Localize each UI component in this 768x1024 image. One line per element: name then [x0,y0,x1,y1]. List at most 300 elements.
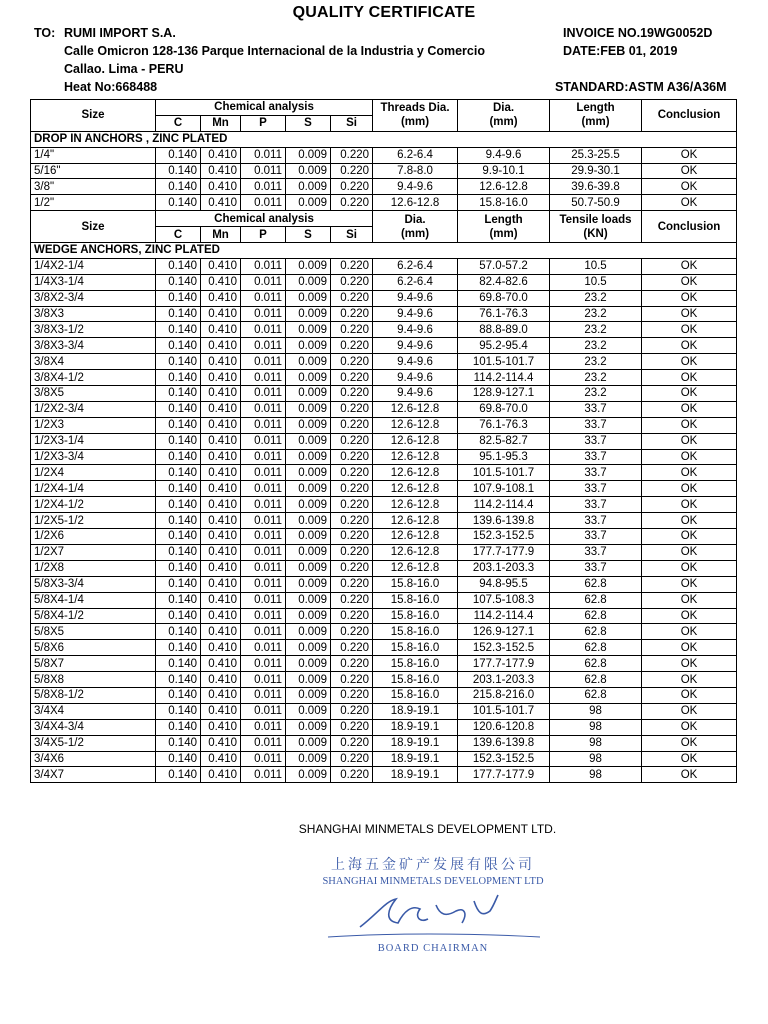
table-cell: OK [642,735,737,751]
table-cell: 5/8X6 [31,640,156,656]
table-cell: 0.011 [241,703,286,719]
table-cell: 0.011 [241,449,286,465]
table-cell: 0.009 [286,719,331,735]
table-row [31,544,737,560]
table-cell: 0.220 [331,687,373,703]
table-cell: 0.009 [286,147,331,163]
table-cell: 0.140 [156,147,201,163]
table-cell: 12.6-12.8 [373,481,458,497]
table-cell: OK [642,687,737,703]
table-cell: OK [642,338,737,354]
table-cell: 0.140 [156,719,201,735]
table-cell: 0.220 [331,703,373,719]
table-cell: OK [642,322,737,338]
table-cell: 177.7-177.9 [458,767,550,783]
table-cell: 0.011 [241,417,286,433]
table-cell: 0.011 [241,465,286,481]
table-cell: 0.410 [201,656,241,672]
table-cell: 15.8-16.0 [373,656,458,672]
table-cell: 0.410 [201,306,241,322]
table-cell: OK [642,258,737,274]
table-cell: OK [642,306,737,322]
table-cell: 33.7 [550,449,642,465]
company-name: SHANGHAI MINMETALS DEVELOPMENT LTD. [298,822,557,836]
table-cell: 0.220 [331,481,373,497]
table-row [31,147,737,163]
table-cell: 128.9-127.1 [458,386,550,402]
table-cell: 0.410 [201,370,241,386]
table-cell: 0.011 [241,735,286,751]
table-cell: 62.8 [550,640,642,656]
table-cell: 1/2X7 [31,544,156,560]
table-cell: OK [642,481,737,497]
table-cell: 0.140 [156,370,201,386]
table-cell: 3/8" [31,179,156,195]
table-cell: 203.1-203.3 [458,672,550,688]
table-cell: 12.6-12.8 [373,417,458,433]
table-cell: 33.7 [550,401,642,417]
table-cell: 33.7 [550,529,642,545]
table-cell: 98 [550,767,642,783]
table-cell: 3/4X4 [31,703,156,719]
table-cell: 3/8X4 [31,354,156,370]
table-cell: 0.009 [286,163,331,179]
table-row [31,401,737,417]
table-row [31,322,737,338]
table-cell: 0.011 [241,560,286,576]
table-cell: 0.009 [286,592,331,608]
table-cell: 62.8 [550,608,642,624]
drop-in-anchors-rows [31,147,737,211]
table-row [31,386,737,402]
table-cell: 0.009 [286,433,331,449]
table-cell: 10.5 [550,258,642,274]
table-cell: 0.410 [201,163,241,179]
table-cell: 18.9-19.1 [373,703,458,719]
table-row [31,306,737,322]
table-cell: 203.1-203.3 [458,560,550,576]
table-cell: 15.8-16.0 [373,640,458,656]
table-cell: 0.220 [331,576,373,592]
header-tensile-loads: Tensile loads (KN) [550,211,642,243]
table-cell: OK [642,529,737,545]
table-row [31,719,737,735]
table-cell: 0.220 [331,322,373,338]
stamp-title: BOARD CHAIRMAN [377,943,489,954]
table-cell: OK [642,433,737,449]
header-mn: Mn [201,227,241,243]
table-cell: OK [642,719,737,735]
table-cell: 0.140 [156,179,201,195]
table-cell: 101.5-101.7 [458,703,550,719]
table-cell: 0.009 [286,338,331,354]
table-cell: 98 [550,735,642,751]
table-cell: 114.2-114.4 [458,497,550,513]
table-cell: 0.009 [286,576,331,592]
recipient-company: RUMI IMPORT S.A. [64,26,176,40]
table-cell: 0.011 [241,147,286,163]
table-cell: 15.8-16.0 [373,608,458,624]
table-cell: 0.220 [331,735,373,751]
table-cell: 0.011 [241,195,286,211]
table-cell: OK [642,449,737,465]
table-row [31,592,737,608]
signature-line [328,934,540,937]
section-drop-in-anchors: DROP IN ANCHORS , ZINC PLATED [31,131,737,147]
table-row [31,163,737,179]
table-cell: 88.8-89.0 [458,322,550,338]
table-cell: 0.009 [286,687,331,703]
table-cell: 0.011 [241,544,286,560]
table-cell: OK [642,608,737,624]
table-cell: 0.220 [331,624,373,640]
table-cell: 23.2 [550,290,642,306]
table-cell: 0.220 [331,449,373,465]
table-cell: 5/8X8-1/2 [31,687,156,703]
table-cell: 9.4-9.6 [373,338,458,354]
table-cell: 9.4-9.6 [373,386,458,402]
table-cell: 12.6-12.8 [373,465,458,481]
table-cell: 0.220 [331,338,373,354]
table-cell: 0.140 [156,274,201,290]
recipient-address-line1: Calle Omicron 128-136 Parque Internacional de la Industria y Comercio [64,44,485,58]
table-cell: 0.011 [241,687,286,703]
table-cell: 0.410 [201,576,241,592]
table-cell: 15.8-16.0 [373,687,458,703]
table-cell: 0.011 [241,624,286,640]
header-s: S [286,115,331,131]
table-cell: 0.410 [201,449,241,465]
table-cell: 0.140 [156,751,201,767]
table-cell: 0.011 [241,386,286,402]
table-cell: OK [642,544,737,560]
table-cell: 0.011 [241,401,286,417]
header-c: C [156,115,201,131]
table-cell: 1/2X3-1/4 [31,433,156,449]
table-cell: 0.220 [331,147,373,163]
table-cell: 0.009 [286,640,331,656]
table-cell: 0.140 [156,767,201,783]
table-cell: 1/4X2-1/4 [31,258,156,274]
table-cell: 23.2 [550,370,642,386]
table-cell: 33.7 [550,513,642,529]
table-cell: 9.9-10.1 [458,163,550,179]
table-cell: 1/4" [31,147,156,163]
table-cell: 95.1-95.3 [458,449,550,465]
standard: STANDARD:ASTM A36/A36M [555,80,727,94]
table-cell: 0.140 [156,354,201,370]
table-cell: 5/8X3-3/4 [31,576,156,592]
table-cell: 0.011 [241,274,286,290]
table-cell: 0.009 [286,751,331,767]
table-cell: 12.6-12.8 [373,513,458,529]
table-cell: OK [642,767,737,783]
table-cell: 3/8X3-3/4 [31,338,156,354]
table-cell: 0.140 [156,322,201,338]
table-cell: 23.2 [550,306,642,322]
table-cell: 0.009 [286,258,331,274]
table-cell: 0.410 [201,274,241,290]
table-cell: 0.410 [201,195,241,211]
table-cell: 0.140 [156,544,201,560]
table-cell: 82.5-82.7 [458,433,550,449]
table-cell: 0.410 [201,401,241,417]
table-cell: OK [642,370,737,386]
table-cell: OK [642,751,737,767]
table-cell: 98 [550,719,642,735]
table-cell: 0.140 [156,513,201,529]
table-cell: 0.011 [241,163,286,179]
table-cell: 0.009 [286,735,331,751]
table-cell: 3/4X6 [31,751,156,767]
table-cell: 0.410 [201,481,241,497]
table-row [31,417,737,433]
table-cell: 9.4-9.6 [373,370,458,386]
table-cell: 0.220 [331,354,373,370]
table-cell: 6.2-6.4 [373,147,458,163]
table-cell: OK [642,401,737,417]
table-cell: 0.140 [156,163,201,179]
table-cell: 5/8X8 [31,672,156,688]
header-si: Si [331,227,373,243]
table-cell: 0.011 [241,306,286,322]
table-cell: 6.2-6.4 [373,258,458,274]
table-cell: 126.9-127.1 [458,624,550,640]
table-cell: 0.011 [241,338,286,354]
table-cell: 12.6-12.8 [373,560,458,576]
header-dia: Dia. (mm) [373,211,458,243]
table-cell: 15.8-16.0 [373,576,458,592]
table-row [31,370,737,386]
table-cell: 0.220 [331,290,373,306]
invoice-number: INVOICE NO.19WG0052D [563,26,713,40]
table-cell: 7.8-8.0 [373,163,458,179]
table-row [31,576,737,592]
table-cell: 0.140 [156,624,201,640]
table-cell: 0.009 [286,656,331,672]
table-cell: 0.410 [201,497,241,513]
header-conclusion: Conclusion [642,211,737,243]
table-cell: 3/8X5 [31,386,156,402]
table-cell: 62.8 [550,656,642,672]
table-cell: 0.011 [241,529,286,545]
table-cell: 0.410 [201,513,241,529]
table-cell: 0.140 [156,608,201,624]
certificate-table [30,99,737,783]
table-cell: 94.8-95.5 [458,576,550,592]
table-row [31,640,737,656]
table-row [31,290,737,306]
table-cell: 101.5-101.7 [458,354,550,370]
table-cell: 0.220 [331,544,373,560]
table-cell: 0.220 [331,274,373,290]
table-cell: OK [642,163,737,179]
table-cell: 0.140 [156,306,201,322]
table-cell: 0.011 [241,497,286,513]
table-cell: 1/4X3-1/4 [31,274,156,290]
signature-icon [360,895,498,927]
table-row [31,195,737,211]
table-cell: 33.7 [550,560,642,576]
table-cell: 0.410 [201,290,241,306]
table-cell: 9.4-9.6 [373,290,458,306]
table-cell: 5/8X7 [31,656,156,672]
table-cell: 0.140 [156,449,201,465]
table-cell: 1/2X8 [31,560,156,576]
table-cell: OK [642,576,737,592]
table-cell: 33.7 [550,433,642,449]
table-cell: 0.140 [156,703,201,719]
table-cell: 23.2 [550,386,642,402]
table-cell: 3/4X5-1/2 [31,735,156,751]
table-cell: 0.009 [286,354,331,370]
table-row [31,433,737,449]
table-row [31,767,737,783]
table-cell: 15.8-16.0 [373,592,458,608]
table-cell: 0.220 [331,386,373,402]
table-row [31,449,737,465]
table-cell: 0.140 [156,656,201,672]
recipient-address-line2: Callao. Lima - PERU [64,62,184,76]
table-cell: 0.220 [331,497,373,513]
table-cell: 15.8-16.0 [458,195,550,211]
table-cell: 0.009 [286,322,331,338]
table-row [31,672,737,688]
table-cell: 39.6-39.8 [550,179,642,195]
table-row [31,608,737,624]
table-cell: OK [642,290,737,306]
table-cell: 114.2-114.4 [458,370,550,386]
header-size: Size [31,100,156,132]
table-cell: 0.140 [156,560,201,576]
table-cell: OK [642,179,737,195]
table-cell: 0.140 [156,592,201,608]
table-cell: 3/8X4-1/2 [31,370,156,386]
header-si: Si [331,115,373,131]
table-cell: 0.220 [331,401,373,417]
table-cell: 0.220 [331,751,373,767]
table-cell: OK [642,703,737,719]
table-cell: 0.410 [201,703,241,719]
table-cell: 0.011 [241,592,286,608]
table-cell: 0.220 [331,640,373,656]
table-row [31,179,737,195]
table-cell: OK [642,274,737,290]
table-cell: 0.009 [286,544,331,560]
table-cell: 33.7 [550,497,642,513]
table-cell: 0.011 [241,656,286,672]
header-s: S [286,227,331,243]
table-cell: 5/8X4-1/4 [31,592,156,608]
table-cell: 0.011 [241,179,286,195]
table-cell: 18.9-19.1 [373,719,458,735]
table-cell: 0.009 [286,274,331,290]
table-cell: 0.009 [286,481,331,497]
table-cell: 29.9-30.1 [550,163,642,179]
table-cell: 0.220 [331,465,373,481]
table-cell: 18.9-19.1 [373,751,458,767]
table-row [31,703,737,719]
table-cell: 95.2-95.4 [458,338,550,354]
table-cell: 0.410 [201,433,241,449]
table-cell: 0.140 [156,401,201,417]
table-cell: 0.009 [286,195,331,211]
table-cell: 33.7 [550,544,642,560]
table-cell: 0.410 [201,767,241,783]
table-row [31,687,737,703]
table-cell: 0.220 [331,306,373,322]
table-cell: 0.011 [241,767,286,783]
table-cell: 62.8 [550,672,642,688]
table-cell: 62.8 [550,592,642,608]
table-cell: 69.8-70.0 [458,401,550,417]
table-row [31,258,737,274]
header-conclusion: Conclusion [642,100,737,132]
table-cell: 9.4-9.6 [373,179,458,195]
table-cell: 0.009 [286,624,331,640]
table-row [31,751,737,767]
table-cell: 18.9-19.1 [373,767,458,783]
table-cell: 98 [550,751,642,767]
table-cell: OK [642,147,737,163]
table-row [31,656,737,672]
table-cell: 120.6-120.8 [458,719,550,735]
table-cell: 0.410 [201,147,241,163]
table-cell: 9.4-9.6 [373,322,458,338]
table-cell: 0.009 [286,608,331,624]
table-cell: 0.011 [241,322,286,338]
table-cell: 0.009 [286,306,331,322]
table-cell: 0.011 [241,290,286,306]
table-cell: 152.3-152.5 [458,529,550,545]
table-cell: 0.220 [331,592,373,608]
table-cell: 0.410 [201,608,241,624]
table-cell: 152.3-152.5 [458,751,550,767]
table-cell: 0.140 [156,433,201,449]
table-cell: 12.6-12.8 [458,179,550,195]
table-cell: 3/4X7 [31,767,156,783]
wedge-anchors-rows [31,258,737,782]
header-p: P [241,115,286,131]
header-chemical-analysis: Chemical analysis [156,211,373,227]
table-cell: OK [642,417,737,433]
table-cell: 215.8-216.0 [458,687,550,703]
table-cell: 0.410 [201,735,241,751]
table-row [31,354,737,370]
table-cell: 9.4-9.6 [373,354,458,370]
table-cell: 0.410 [201,529,241,545]
table-cell: 0.009 [286,179,331,195]
table-cell: 0.009 [286,401,331,417]
to-label: TO: [34,26,56,40]
header-size: Size [31,211,156,243]
table-cell: 0.220 [331,513,373,529]
table-row [31,481,737,497]
table-cell: 0.140 [156,417,201,433]
table-cell: 23.2 [550,322,642,338]
table-cell: 0.009 [286,465,331,481]
table-cell: 0.011 [241,751,286,767]
table-cell: 0.009 [286,417,331,433]
table-cell: OK [642,624,737,640]
table-cell: 0.410 [201,417,241,433]
table-cell: 0.140 [156,258,201,274]
table-cell: 0.011 [241,513,286,529]
table-cell: 1/2X4-1/2 [31,497,156,513]
table-cell: 12.6-12.8 [373,544,458,560]
table-cell: 0.140 [156,195,201,211]
table-cell: 0.410 [201,354,241,370]
